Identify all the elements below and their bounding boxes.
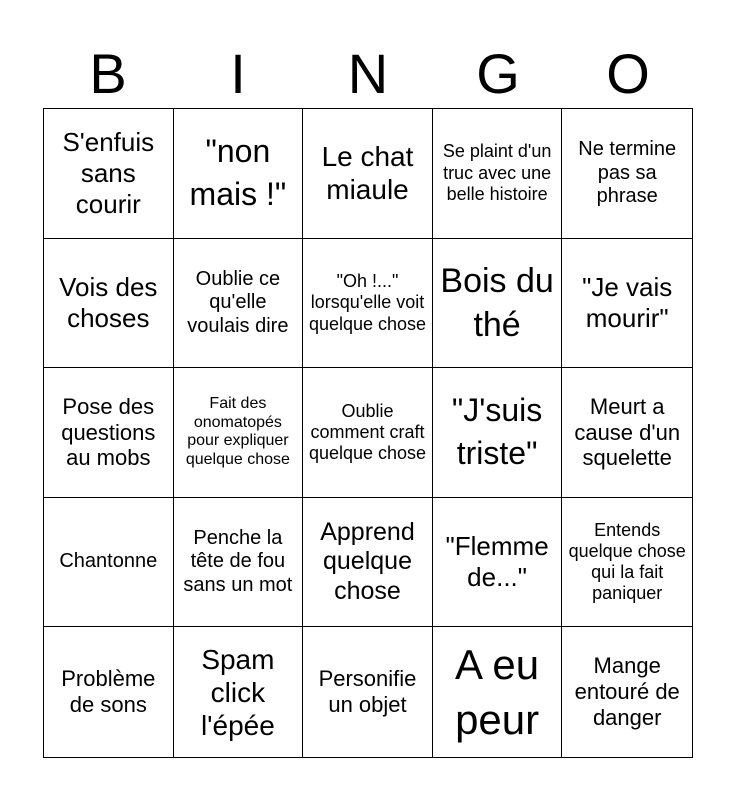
- header-letter-o: O: [606, 42, 650, 105]
- bingo-cell[interactable]: Chantonne: [44, 498, 174, 628]
- bingo-cell[interactable]: Se plaint d'un truc avec une belle histoire: [433, 109, 563, 239]
- bingo-cell[interactable]: "Je vais mourir": [562, 239, 692, 369]
- bingo-cell[interactable]: Ne termine pas sa phrase: [562, 109, 692, 239]
- bingo-cell[interactable]: Problème de sons: [44, 627, 174, 757]
- bingo-cell[interactable]: "Flemme de...": [433, 498, 563, 628]
- header-letter-n: N: [347, 42, 389, 105]
- bingo-cell[interactable]: A eu peur: [433, 627, 563, 757]
- bingo-cell[interactable]: Vois des choses: [44, 239, 174, 369]
- header-letter-i: I: [230, 42, 246, 105]
- bingo-cell[interactable]: Pose des questions au mobs: [44, 368, 174, 498]
- bingo-cell[interactable]: S'enfuis sans courir: [44, 109, 174, 239]
- bingo-grid: [43, 108, 693, 758]
- bingo-cell[interactable]: Apprend quelque chose: [303, 498, 433, 628]
- bingo-cell[interactable]: Entends quelque chose qui la fait paniquer: [562, 498, 692, 628]
- bingo-cell[interactable]: "J'suis triste": [433, 368, 563, 498]
- bingo-cell[interactable]: "Oh !..." lorsqu'elle voit quelque chose: [303, 239, 433, 369]
- header-letter-b: B: [89, 42, 127, 105]
- bingo-cell[interactable]: Oublie ce qu'elle voulais dire: [174, 239, 304, 369]
- bingo-cell[interactable]: Spam click l'épée: [174, 627, 304, 757]
- bingo-cell[interactable]: "non mais !": [174, 109, 304, 239]
- bingo-cell[interactable]: Penche la tête de fou sans un mot: [174, 498, 304, 628]
- bingo-cell[interactable]: Le chat miaule: [303, 109, 433, 239]
- bingo-cell[interactable]: Meurt a cause d'un squelette: [562, 368, 692, 498]
- header-letter-g: G: [476, 42, 520, 105]
- bingo-header: [43, 40, 693, 108]
- bingo-cell[interactable]: Fait des onomatopés pour expliquer quelque chose: [174, 368, 304, 498]
- bingo-cell[interactable]: Mange entouré de danger: [574, 653, 680, 731]
- bingo-cell[interactable]: Personifie un objet: [303, 627, 433, 757]
- bingo-cell[interactable]: Bois du thé: [433, 239, 563, 369]
- bingo-cell[interactable]: Oublie comment craft quelque chose: [303, 368, 433, 498]
